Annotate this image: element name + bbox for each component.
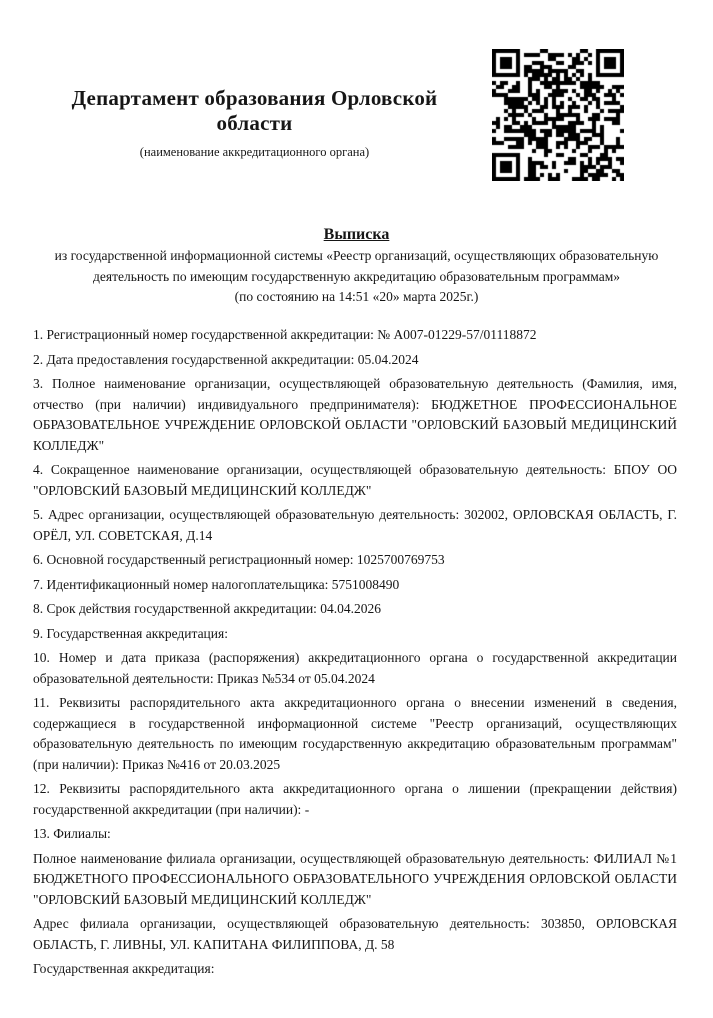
as-of-date: (по состоянию на 14:51 «20» марта 2025г.)	[234, 289, 479, 304]
item-8-validity-term: 8. Срок действия государственной аккредитации: 04.04.2026	[33, 601, 382, 616]
item-9-state-accreditation: 9. Государственная аккредитация:	[33, 625, 228, 641]
item-2-accreditation-date: 2. Дата предоставления государственной аккредитации: 05.04.2024	[33, 351, 419, 367]
accreditation-org-name: Департамент образования Орловской области	[71, 86, 438, 135]
item-1-registration-number: 1. Регистрационный номер государственной аккредитации: № А007-01229-57/01118872	[33, 327, 537, 342]
item-11-amendment-act: 11. Реквизиты распорядительного акта аккредитационного органа о внесении изменений в сведения, содержащиеся в государственной информационной системе "Реестр организаций, осуществляющих образовательную деятельность по имеющим государственную аккредитацию образовательным программам" (при наличии): Приказ №416 от 20.03.2025	[33, 695, 677, 772]
branch-full-name: Полное наименование филиала организации, осуществляющей образовательную деятельность: ФИЛИАЛ №1 БЮДЖЕТНОГО ПРОФЕССИОНАЛЬНОГО ОБРАЗОВАТЕЛЬНОГО УЧРЕЖДЕНИЯ ОРЛОВСКОЙ ОБЛАСТИ "ОРЛОВСКИЙ БАЗОВЫЙ МЕДИЦИНСКИЙ КОЛЛЕДЖ"	[33, 850, 677, 907]
item-5-address: 5. Адрес организации, осуществляющей образовательную деятельность: 302002, ОРЛОВСКАЯ ОБЛАСТЬ, Г. ОРЁЛ, УЛ. СОВЕТСКАЯ, Д.14	[33, 507, 677, 543]
branch-address: Адрес филиала организации, осуществляющей образовательную деятельность: 303850, ОРЛОВСКАЯ ОБЛАСТЬ, Г. ЛИВНЫ, УЛ. КАПИТАНА ФИЛИППОВА, Д. 58	[33, 916, 677, 952]
qr-code-icon	[492, 49, 624, 181]
item-4-short-name: 4. Сокращенное наименование организации, осуществляющей образовательную деятельность: БПОУ ОО "ОРЛОВСКИЙ БАЗОВЫЙ МЕДИЦИНСКИЙ КОЛЛЕДЖ"	[33, 462, 677, 498]
item-12-revocation-act: 12. Реквизиты распорядительного акта аккредитационного органа о лишении (прекращении действия) государственной аккредитации (при наличии): -	[33, 781, 677, 817]
item-10-order-number-date: 10. Номер и дата приказа (распоряжения) аккредитационного органа о государственной аккредитации образовательной деятельности: Приказ №534 от 05.04.2024	[33, 650, 677, 686]
document-subheading	[40, 246, 673, 308]
item-7-inn: 7. Идентификационный номер налогоплательщика: 5751008490	[33, 576, 400, 592]
document-body	[33, 325, 677, 984]
accreditation-org-block	[36, 86, 473, 160]
item-3-full-name: 3. Полное наименование организации, осуществляющей образовательную деятельность (Фамилия, имя, отчество (при наличии) индивидуального предпринимателя): БЮДЖЕТНОЕ ПРОФЕССИОНАЛЬНОЕ ОБРАЗОВАТЕЛЬНОЕ УЧРЕЖДЕНИЕ ОРЛОВСКОЙ ОБЛАСТИ "ОРЛОВСКИЙ БАЗОВЫЙ МЕДИЦИНСКИЙ КОЛЛЕДЖ"	[33, 376, 677, 453]
accreditation-org-caption: (наименование аккредитационного органа)	[139, 145, 370, 159]
item-13-branches: 13. Филиалы:	[33, 826, 111, 841]
branch-state-accreditation: Государственная аккредитация:	[33, 961, 215, 976]
subtitle-text: из государственной информационной системы «Реестр организаций, осуществляющих образовательную деятельность по имеющим государственную аккредитацию образовательным программам»	[54, 248, 659, 284]
document-title: Выписка	[323, 226, 390, 243]
item-6-ogrn: 6. Основной государственный регистрационный номер: 1025700769753	[33, 552, 445, 567]
